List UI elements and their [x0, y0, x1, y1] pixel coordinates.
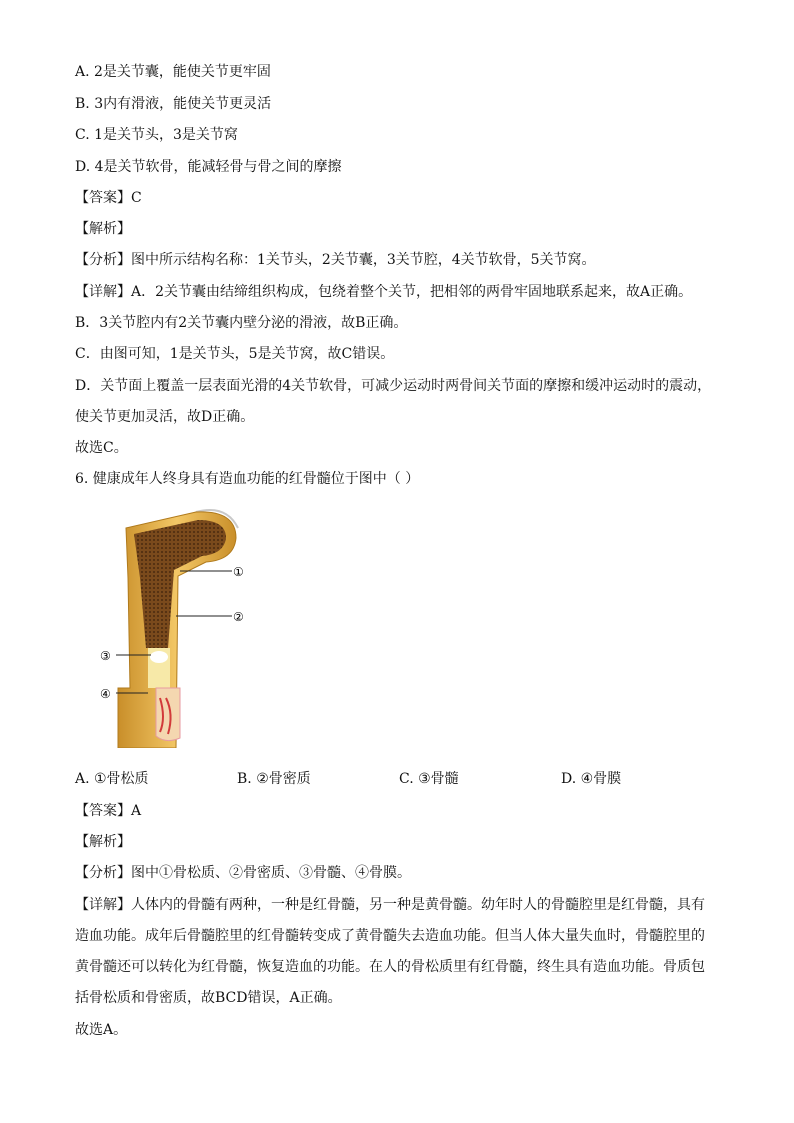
q6-answer: 【答案】A: [75, 803, 142, 819]
label-4: [100, 687, 111, 701]
q5-option-d: D. 4是关节软骨，能减轻骨与骨之间的摩擦: [75, 159, 342, 175]
q5-conclusion: 故选C。: [75, 440, 128, 456]
q6-detail-1: 【详解】人体内的骨髓有两种，一种是红骨髓，另一种是黄骨髓。幼年时人的骨髓腔里是红骨髓，具有: [75, 897, 705, 913]
q6-option-a: A. ①骨松质: [75, 771, 149, 787]
figure-label-3: ③: [100, 649, 111, 663]
q5-detail-1: 【详解】A．2关节囊由结缔组织构成，包绕着整个关节，把相邻的两骨牢固地联系起来，故A正确。: [75, 284, 693, 300]
bone-diagram: [96, 498, 266, 748]
label-3: [100, 649, 111, 663]
q6-explain-intro: 【分析】图中①骨松质、②骨密质、③骨髓、④骨膜。: [75, 865, 411, 881]
q6-detail-2: 造血功能。成年后骨髓腔里的红骨髓转变成了黄骨髓失去造血功能。但当人体大量失血时，骨髓腔里的: [75, 928, 705, 944]
q5-answer: 【答案】C: [75, 190, 142, 206]
q6-conclusion: 故选A。: [75, 1022, 128, 1038]
q6-detail-3: 黄骨髓还可以转化为红骨髓，恢复造血的功能。在人的骨松质里有红骨髓，终生具有造血功能。骨质包: [75, 959, 705, 975]
label-1: [233, 565, 244, 579]
q5-explain-intro: 【分析】图中所示结构名称：1关节头，2关节囊，3关节腔，4关节软骨，5关节窝。: [75, 252, 596, 268]
q6-analysis-heading: 【解析】: [75, 834, 131, 850]
q5-detail-3: C．由图可知，1是关节头，5是关节窝，故C错误。: [75, 346, 395, 362]
figure-label-2: ②: [233, 610, 244, 624]
q5-option-c: C. 1是关节头，3是关节窝: [75, 127, 238, 143]
spongy-bone: [134, 520, 226, 648]
marrow-highlight: [150, 651, 168, 663]
q6-option-d: D. ④骨膜: [561, 771, 622, 787]
q5-detail-2: B．3关节腔内有2关节囊内壁分泌的滑液，故B正确。: [75, 315, 408, 331]
q6-stem: 6. 健康成年人终身具有造血功能的红骨髓位于图中（ ）: [75, 471, 420, 487]
q6-detail-4: 括骨松质和骨密质，故BCD错误，A正确。: [75, 990, 342, 1006]
q5-analysis-heading: 【解析】: [75, 221, 131, 237]
figure-label-1: ①: [233, 565, 244, 579]
q6-option-b: B. ②骨密质: [237, 771, 311, 787]
q5-option-b: B. 3内有滑液，能使关节更灵活: [75, 96, 272, 112]
q6-option-c: C. ③骨髓: [399, 771, 459, 787]
label-2: [233, 610, 244, 624]
q5-detail-5: 使关节更加灵活，故D正确。: [75, 409, 255, 425]
figure-label-4: ④: [100, 687, 111, 701]
q5-detail-4: D．关节面上覆盖一层表面光滑的4关节软骨，可减少运动时两骨间关节面的摩擦和缓冲运动时的震动，: [75, 378, 712, 394]
q5-option-a: A. 2是关节囊，能使关节更牢固: [75, 64, 271, 80]
